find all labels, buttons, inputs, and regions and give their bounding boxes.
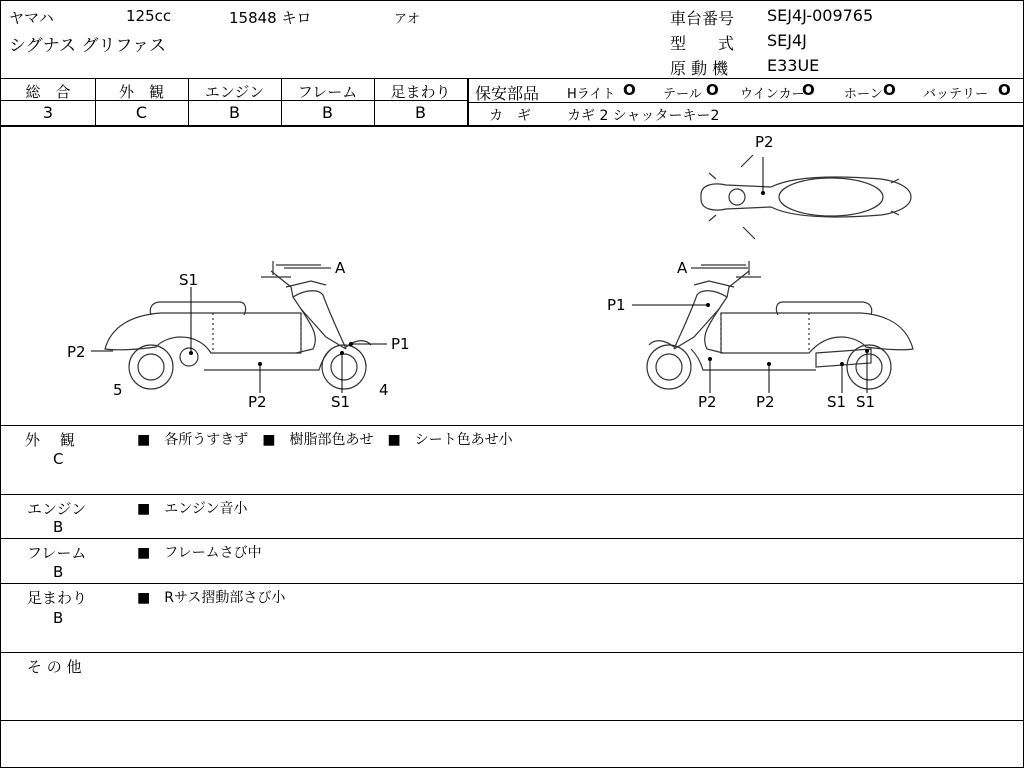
label-s1-b2-right: S1: [856, 393, 876, 411]
label-p2-bottom-left: P2: [248, 393, 267, 411]
scooter-top-view: [701, 155, 911, 239]
safety-label: 保安部品: [475, 84, 540, 103]
comment-engine-grade: B: [53, 518, 64, 536]
label-p2-left: P2: [67, 343, 86, 361]
comment-suspension-text: ■ Rサス摺動部さび小: [137, 590, 286, 606]
frame-no: SEJ4J-009765: [767, 6, 874, 25]
frame-grade-label: フレーム: [297, 83, 358, 101]
tail-mark: O: [706, 81, 719, 99]
horn-label: ホーン: [844, 87, 883, 102]
label-p2-b1-right: P2: [698, 393, 717, 411]
comment-suspension-grade: B: [53, 609, 64, 627]
overall-label: 総 合: [25, 83, 71, 101]
horn-mark: O: [883, 81, 896, 99]
key-label: カ ギ: [489, 108, 531, 124]
engine-code: E33UE: [767, 56, 820, 75]
label-s1-top-left: S1: [179, 271, 199, 289]
model-code: SEJ4J: [767, 31, 807, 50]
exterior-grade: C: [135, 103, 148, 122]
label-p1-right: P1: [607, 296, 626, 314]
winker-mark: O: [802, 81, 815, 99]
label-s1-b1-right: S1: [827, 393, 847, 411]
battery-mark: O: [998, 81, 1011, 99]
winker-label: ウインカー: [740, 87, 805, 102]
comment-suspension-label: 足まわり: [27, 589, 88, 607]
suspension-grade: B: [415, 103, 426, 122]
divider: [1, 425, 1023, 426]
damage-diagram: [1, 127, 1023, 425]
exterior-label: 外 観: [118, 83, 164, 101]
engine-label: 原 動 機: [670, 59, 729, 78]
model-name: シグナス グリファス: [9, 36, 167, 56]
scooter-left-view: [105, 261, 371, 389]
label-a-left: A: [335, 259, 346, 277]
battery-label: バッテリー: [923, 87, 989, 102]
label-p2-top: P2: [755, 133, 774, 151]
displacement: 125cc: [126, 7, 172, 25]
headlight-mark: O: [623, 81, 636, 99]
label-s1-bottom-left: S1: [331, 393, 351, 411]
label-p1-left: P1: [391, 335, 410, 353]
comment-frame-label: フレーム: [27, 544, 87, 562]
divider: [1, 720, 1023, 721]
label-5: 5: [113, 381, 123, 399]
comment-frame-grade: B: [53, 563, 64, 581]
divider: [467, 79, 469, 125]
comment-other-label: そ の 他: [27, 658, 82, 676]
label-4: 4: [379, 381, 389, 399]
comment-exterior-grade: C: [53, 450, 64, 468]
engine-grade-label: エンジン: [204, 83, 265, 101]
overall-grade: 3: [42, 103, 54, 122]
comment-exterior-text: ■ 各所うすきず ■ 樹脂部色あせ ■ シート色あせ小: [137, 432, 513, 448]
maker: ヤマハ: [9, 9, 54, 27]
scooter-diagram-svg: [1, 127, 1023, 425]
frame-no-label: 車台番号: [670, 9, 735, 28]
engine-grade: B: [229, 103, 240, 122]
label-p2-b2-right: P2: [756, 393, 775, 411]
headlight-label: Hライト: [567, 87, 616, 102]
key-value: カギ 2 シャッターキー2: [567, 108, 720, 124]
divider: [1, 538, 1023, 539]
divider: [1, 494, 1023, 495]
suspension-grade-label: 足まわり: [390, 83, 451, 101]
model-label: 型 式: [670, 34, 735, 53]
comment-engine-label: エンジン: [27, 500, 87, 518]
divider: [1, 78, 1023, 79]
comment-engine-text: ■ エンジン音小: [137, 501, 248, 517]
tail-label: テール: [663, 87, 702, 102]
frame-grade: B: [322, 103, 333, 122]
label-a-right: A: [677, 259, 688, 277]
divider: [468, 102, 1023, 103]
body-color: アオ: [394, 12, 420, 27]
divider: [1, 583, 1023, 584]
divider: [1, 652, 1023, 653]
mileage: 15848 キロ: [229, 9, 312, 27]
scooter-right-view: [647, 261, 913, 389]
comment-frame-text: ■ フレームさび中: [137, 545, 262, 561]
comment-exterior-label: 外 観: [25, 431, 75, 449]
